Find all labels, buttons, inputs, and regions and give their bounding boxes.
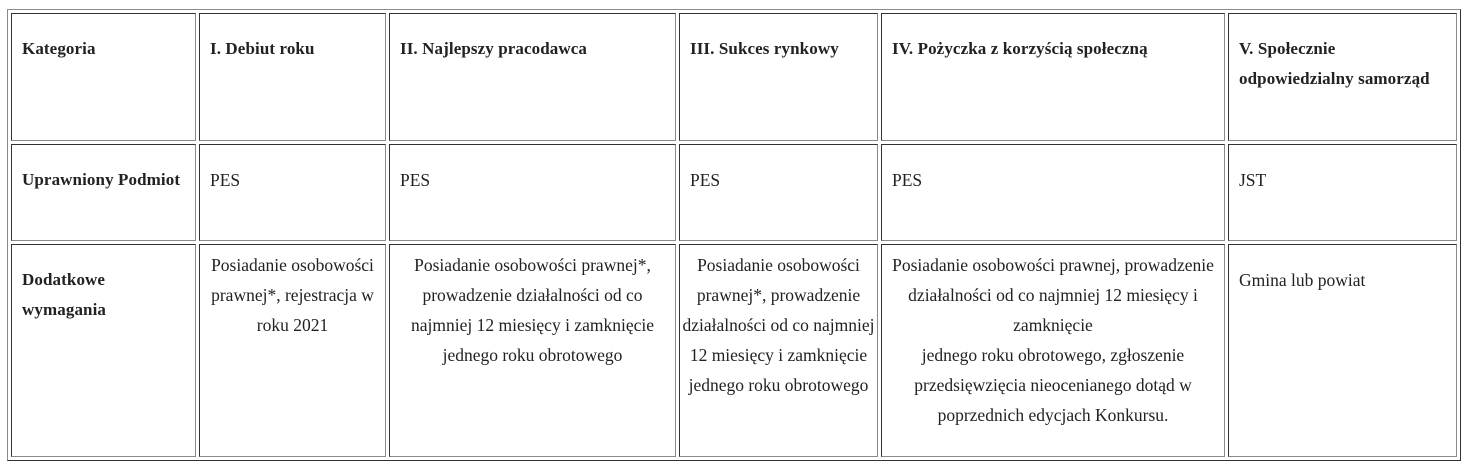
row-label-kategoria: Kategoria [11, 13, 196, 141]
table-cell: PES [679, 144, 878, 241]
column-header-najlepszy-pracodawca: II. Najlepszy pracodawca [389, 13, 676, 141]
column-header-debiut-roku: I. Debiut roku [199, 13, 386, 141]
table-cell [679, 244, 878, 457]
table-cell: Posiadanie osobowości prawnej*, prowadzenie działalności od co najmniej 12 miesięcy i zamknięcie jednego roku obrotowego [389, 244, 676, 457]
row-label-dodatkowe-wymagania: Dodatkowe wymagania [11, 244, 196, 457]
header-row [11, 13, 1457, 141]
table-cell: PES [389, 144, 676, 241]
table-wrapper [7, 9, 1461, 461]
row-label-uprawniony-podmiot: Uprawniony Podmiot [11, 144, 196, 241]
table-cell: Posiadanie osobowości prawnej*, rejestracja w roku 2021 [199, 244, 386, 457]
column-header-pozyczka: IV. Pożyczka z korzyścią społeczną [881, 13, 1225, 141]
cell-text-part: Posiadanie osobowości prawnej*, prowadzenie działalności od co najmniej 12 miesięcy i zamknięcie [682, 255, 875, 365]
cell-text-part: jednego roku obrotowego [688, 375, 869, 395]
table-cell: Gmina lub powiat [1228, 244, 1457, 457]
column-header-sukces-rynkowy: III. Sukces rynkowy [679, 13, 878, 141]
table-cell [881, 244, 1225, 457]
table-cell: PES [881, 144, 1225, 241]
table-cell: PES [199, 144, 386, 241]
table-row-uprawniony-podmiot [11, 144, 1457, 241]
table-cell: JST [1228, 144, 1457, 241]
competition-categories-table [7, 9, 1461, 461]
column-header-samorzad: V. Społecznie odpowiedzialny samorząd [1228, 13, 1457, 141]
table-row-dodatkowe-wymagania [11, 244, 1457, 457]
cell-text-part: Posiadanie osobowości prawnej, prowadzenie działalności od co najmniej 12 miesięcy i zamknięcie [892, 255, 1214, 335]
cell-text-part: jednego roku obrotowego, zgłoszenie przedsięwzięcia nieocenianego dotąd w poprzednich edycjach Konkursu. [914, 345, 1192, 425]
